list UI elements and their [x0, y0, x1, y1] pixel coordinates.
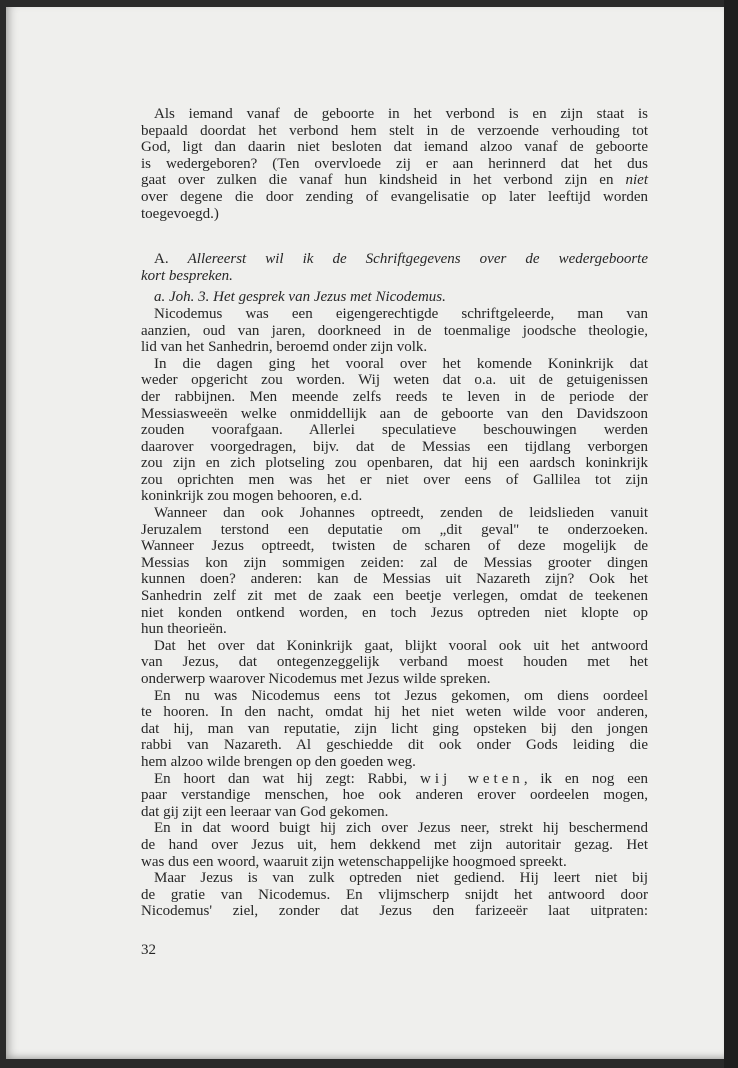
page-number: 32: [141, 942, 156, 958]
text-line: [141, 289, 648, 306]
scan-edge: [724, 0, 738, 1068]
italic-text: kort bespreken.: [141, 267, 233, 284]
paragraph: [141, 251, 648, 284]
text-line: Wanneer Jezus optreedt, twisten de scharen of deze mogelijk de: [141, 538, 648, 555]
text-line: [141, 771, 648, 788]
text-line: bepaald doordat het verbond hem stelt in de verzoende verhouding tot: [141, 122, 648, 139]
paragraph: [141, 306, 648, 356]
text-line: onderwerp waarover Nicodemus met Jezus wilde spreken.: [141, 671, 491, 687]
paragraph: [141, 771, 648, 821]
text-line: dat gij zijt een leeraar van God gekomen.: [141, 803, 389, 820]
text-line: hun theorieën.: [141, 621, 227, 638]
text-line: der rabbijnen. Men meende zelfs reeds te leven in de periode der: [141, 388, 648, 405]
text-line: God, ligt dan daarin niet besloten dat iemand alzoo vanaf de geboorte: [141, 139, 648, 156]
text-line: daarover voorgedragen, bijv. dat de Messias een tijdlang verborgen: [141, 438, 648, 455]
text-line: van Jezus, dat ontegenzeggelijk verband moest houden met het: [141, 654, 648, 671]
text-line: is wedergeboren? (Ten overvloede zij er aan herinnerd dat het dus: [141, 155, 648, 172]
text-line: [141, 172, 648, 189]
text-segment: , ik en nog een: [523, 770, 649, 787]
text-line: niet konden ontkend worden, en toch Jezus optreden niet klopte op: [141, 604, 648, 621]
text-line: aanzien, oud van jaren, doorkneed in de toenmalige joodsche theologie,: [141, 322, 648, 339]
text-line: paar verstandige menschen, hoe ook anderen erover oordeelen mogen,: [141, 787, 648, 804]
text-line: [141, 268, 648, 285]
paragraph: [141, 638, 648, 688]
spaced-emphasis-text: wij weten: [420, 770, 524, 787]
text-line: Nicodemus was een eigengerechtigde schriftgeleerde, man van: [154, 305, 648, 322]
text-line: zou zijn en zich plotseling zou openbaren, dat hij een aardsch koninkrijk: [141, 455, 648, 472]
text-line: Sanhedrin zelf zit met de zaak een beetje verlegen, omdat de teekenen: [141, 588, 648, 605]
paragraph: [141, 688, 648, 771]
paragraph: [141, 356, 648, 505]
text-line: lid van het Sanhedrin, beroemd onder zijn volk.: [141, 339, 428, 356]
text-segment: En hoort dan wat hij zegt: Rabbi,: [154, 770, 420, 787]
paragraph: [141, 289, 648, 306]
text-line: koninkrijk zou mogen behooren, e.d.: [141, 488, 363, 505]
book-page: [6, 7, 724, 1059]
text-line: rabbi van Nazareth. Al geschiedde dit ook onder Gods leiding die: [141, 737, 648, 754]
italic-text: niet: [625, 172, 648, 189]
text-line: kunnen doen? anderen: kan de Messias uit Nazareth zijn? Ook het: [141, 571, 648, 588]
text-line: Als iemand vanaf de geboorte in het verbond is en zijn staat is: [154, 106, 648, 122]
text-segment: gaat over zulken die vanaf hun kindsheid in het verbond zijn en: [141, 172, 626, 189]
text-line: En in dat woord buigt hij zich over Jezus neer, strekt hij beschermend: [154, 820, 648, 837]
text-line: was dus een woord, waaruit zijn wetenschappelijke hoogmoed spreekt.: [141, 853, 567, 870]
text-line: Messias kon zijn sommigen zeiden: zal de Messias grooter dingen: [141, 554, 648, 571]
text-line: Messiasweeën welke onmiddellijk aan de geboorte van den Davidszoon: [141, 405, 648, 422]
text-line: dat hij, man van reputatie, zijn licht ging opsteken bij den jongen: [141, 720, 648, 737]
text-line: toegevoegd.): [141, 205, 219, 222]
text-line: te hooren. In den nacht, omdat hij het niet weten wilde voor anderen,: [141, 704, 648, 721]
text-line: de hand over Jezus uit, hem dekkend met zijn autoritair gezag. Het: [141, 836, 648, 853]
text-line: [141, 251, 648, 268]
text-segment: A.: [154, 251, 188, 268]
text-line: weder opgericht zou worden. Wij weten dat o.a. uit de getuigenissen: [141, 372, 648, 389]
paragraph: [141, 870, 648, 920]
text-line: hem alzoo wilde brengen op den goeden weg.: [141, 753, 416, 770]
text-line: Dat het over dat Koninkrijk gaat, blijkt vooral ook uit het antwoord: [154, 637, 648, 654]
paragraph: [141, 505, 648, 638]
text-line: Nicodemus' ziel, zonder dat Jezus den farizeeër laat uitpraten:: [141, 903, 648, 920]
paragraph: [141, 820, 648, 870]
body-text: [141, 106, 648, 920]
text-line: zouden voorafgaan. Allerlei speculatieve beschouwingen werden: [141, 422, 648, 439]
text-line: Maar Jezus is van zulk optreden niet gediend. Hij leert niet bij: [154, 870, 648, 887]
italic-text: Allereerst wil ik de Schriftgegevens over de wedergeboorte: [187, 251, 648, 268]
italic-text: a. Joh. 3. Het gesprek van Jezus met Nicodemus.: [154, 289, 446, 306]
text-line: Wanneer dan ook Johannes optreedt, zenden de leidslieden vanuit: [154, 505, 648, 522]
text-line: over degene die door zending of evangelisatie op later leeftijd worden: [141, 188, 648, 205]
text-line: En nu was Nicodemus eens tot Jezus gekomen, om diens oordeel: [154, 687, 648, 704]
paragraph: [141, 106, 648, 222]
text-line: de gratie van Nicodemus. En vlijmscherp snijdt het antwoord door: [141, 886, 648, 903]
text-line: Jeruzalem terstond een deputatie om „dit geval'' te onderzoeken.: [141, 521, 648, 538]
text-line: zou oprichten men was het er niet over eens of Gallilea tot zijn: [141, 471, 648, 488]
text-line: In die dagen ging het vooral over het komende Koninkrijk dat: [154, 355, 648, 372]
